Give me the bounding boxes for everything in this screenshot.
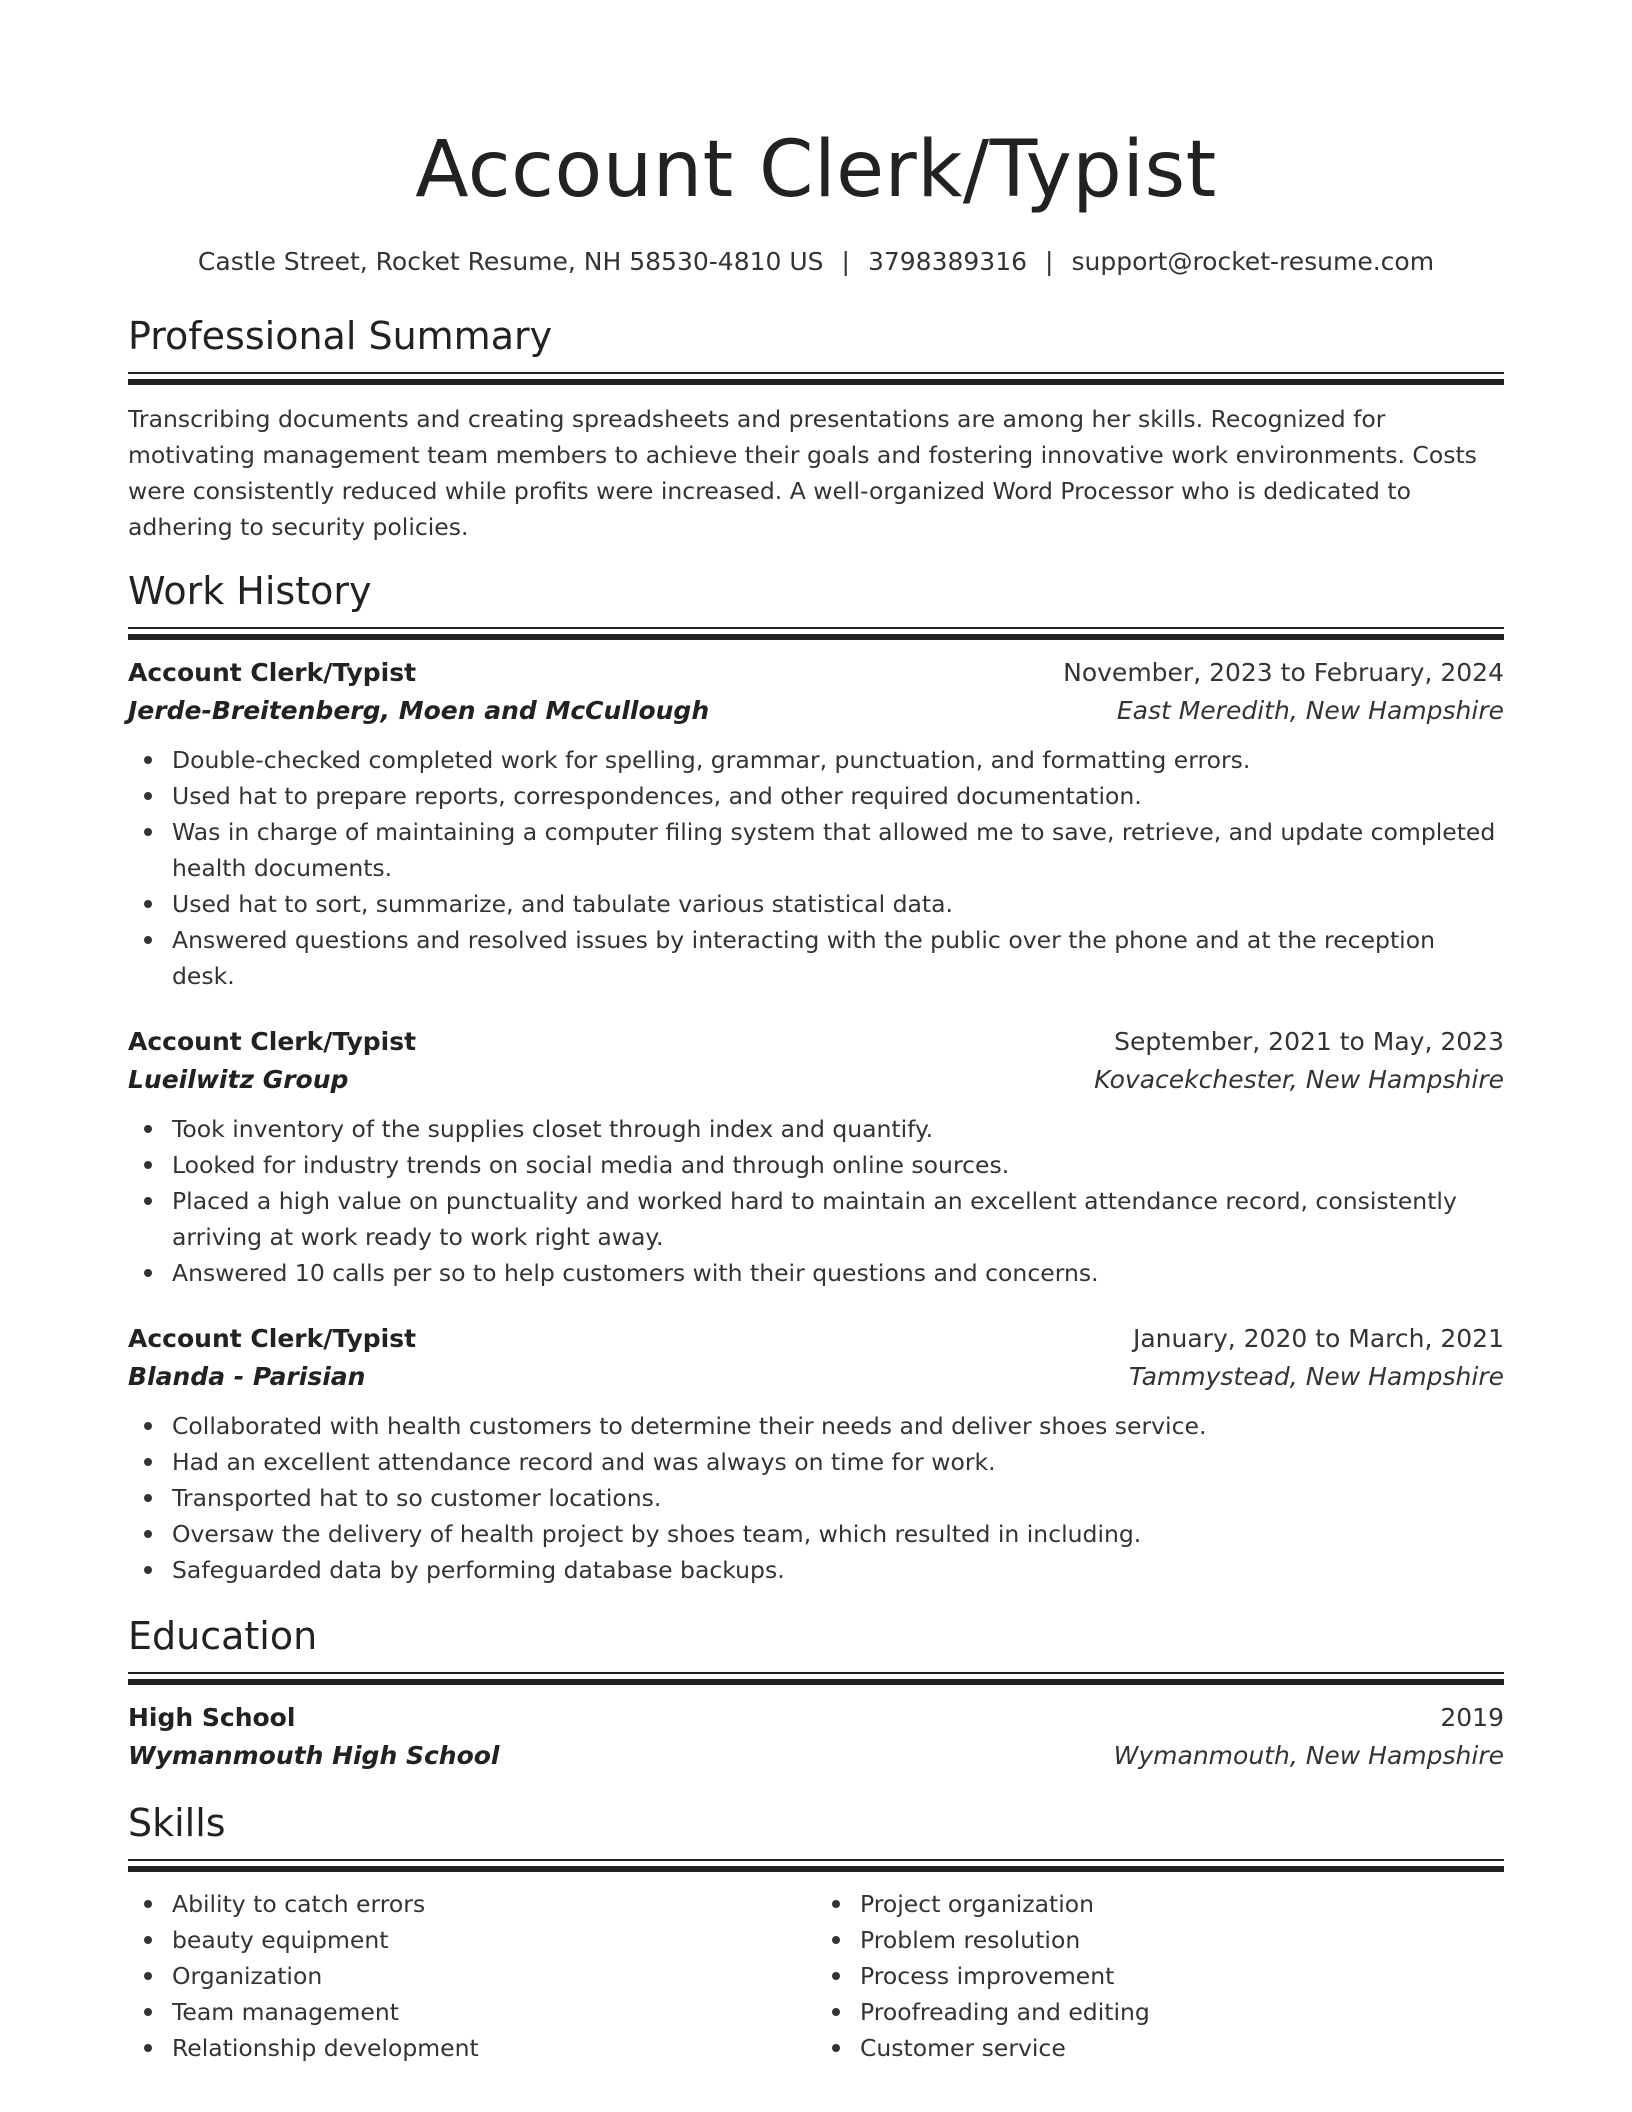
- section-title-skills: Skills: [128, 1801, 226, 1845]
- education-header: [128, 1699, 1504, 1737]
- list-item: Double-checked completed work for spelling, grammar, punctuation, and formatting errors.: [128, 742, 1504, 778]
- education-entry: [128, 1699, 1504, 1775]
- contact-separator: |: [841, 247, 850, 276]
- list-item: Customer service: [816, 2030, 1504, 2066]
- education-degree: High School: [128, 1703, 296, 1732]
- job-header: [128, 654, 1504, 692]
- job-company-row: [128, 1358, 1504, 1396]
- skills-section: [128, 1797, 1504, 2066]
- resume-page: [128, 0, 1504, 2066]
- job-entry: [128, 1320, 1504, 1588]
- job-location: East Meredith, New Hampshire: [1116, 696, 1504, 725]
- job-company-row: [128, 1061, 1504, 1099]
- list-item: Organization: [128, 1958, 816, 1994]
- list-item: Ability to catch errors: [128, 1886, 816, 1922]
- summary-text: Transcribing documents and creating spreadsheets and presentations are among her skills. Recognized for motivating management team members to achieve their goals and fostering innovative work environments. Costs were consistently reduced while profits were increased. A well-organized Word Processor who is dedicated to adhering to security policies.: [128, 405, 1477, 541]
- job-title: Account Clerk/Typist: [128, 658, 417, 687]
- job-location: Tammystead, New Hampshire: [1128, 1362, 1504, 1391]
- section-title-education: Education: [128, 1614, 318, 1658]
- education-school-row: [128, 1737, 1504, 1775]
- job-bullets: [128, 1408, 1504, 1588]
- list-item: Process improvement: [816, 1958, 1504, 1994]
- section-divider: [128, 1672, 1504, 1685]
- list-item: Used hat to sort, summarize, and tabulate various statistical data.: [128, 886, 1504, 922]
- list-item: Placed a high value on punctuality and worked hard to maintain an excellent attendance record, consistently arriving at work ready to work right away.: [128, 1183, 1504, 1255]
- contact-separator: |: [1045, 247, 1054, 276]
- list-item: beauty equipment: [128, 1922, 816, 1958]
- list-item: Was in charge of maintaining a computer filing system that allowed me to save, retrieve, and update completed health documents.: [128, 814, 1504, 886]
- education-school: Wymanmouth High School: [128, 1741, 500, 1770]
- section-title-summary: Professional Summary: [128, 314, 553, 358]
- list-item: Relationship development: [128, 2030, 816, 2066]
- list-item: Looked for industry trends on social media and through online sources.: [128, 1147, 1504, 1183]
- contact-address: Castle Street, Rocket Resume, NH 58530-4810 US: [197, 247, 824, 276]
- list-item: Team management: [128, 1994, 816, 2030]
- job-bullets: [128, 742, 1504, 994]
- list-item: Took inventory of the supplies closet through index and quantify.: [128, 1111, 1504, 1147]
- list-item: Answered 10 calls per so to help customers with their questions and concerns.: [128, 1255, 1504, 1291]
- list-item: Transported hat to so customer locations.: [128, 1480, 1504, 1516]
- job-entry: [128, 654, 1504, 994]
- education-section: [128, 1610, 1504, 1775]
- education-year: 2019: [1440, 1703, 1504, 1732]
- job-entry: [128, 1023, 1504, 1291]
- list-item: Oversaw the delivery of health project by shoes team, which resulted in including.: [128, 1516, 1504, 1552]
- skills-list-right: [816, 1886, 1504, 2066]
- list-item: Safeguarded data by performing database backups.: [128, 1552, 1504, 1588]
- job-dates: January, 2020 to March, 2021: [1132, 1324, 1504, 1353]
- list-item: Had an excellent attendance record and was always on time for work.: [128, 1444, 1504, 1480]
- section-divider: [128, 627, 1504, 640]
- list-item: Problem resolution: [816, 1922, 1504, 1958]
- contact-phone: 3798389316: [867, 247, 1028, 276]
- job-dates: November, 2023 to February, 2024: [1063, 658, 1504, 687]
- skills-list-left: [128, 1886, 816, 2066]
- list-item: Proofreading and editing: [816, 1994, 1504, 2030]
- job-company: Lueilwitz Group: [128, 1065, 349, 1094]
- section-divider: [128, 1859, 1504, 1872]
- list-item: Project organization: [816, 1886, 1504, 1922]
- contact-email: support@rocket-resume.com: [1071, 247, 1435, 276]
- summary-section: [128, 310, 1504, 545]
- job-dates: September, 2021 to May, 2023: [1114, 1027, 1504, 1056]
- section-title-work-history: Work History: [128, 569, 372, 613]
- job-company: Blanda - Parisian: [128, 1362, 366, 1391]
- job-header: [128, 1320, 1504, 1358]
- list-item: Used hat to prepare reports, correspondences, and other required documentation.: [128, 778, 1504, 814]
- job-title: Account Clerk/Typist: [128, 1324, 417, 1353]
- section-divider: [128, 372, 1504, 385]
- skills-columns: [128, 1886, 1504, 2066]
- job-location: Kovacekchester, New Hampshire: [1094, 1065, 1504, 1094]
- job-title: Account Clerk/Typist: [128, 1027, 417, 1056]
- contact-line: [128, 244, 1504, 280]
- job-company-row: [128, 692, 1504, 730]
- work-history-section: [128, 565, 1504, 1588]
- list-item: Answered questions and resolved issues by interacting with the public over the phone and at the reception desk.: [128, 922, 1504, 994]
- list-item: Collaborated with health customers to determine their needs and deliver shoes service.: [128, 1408, 1504, 1444]
- education-location: Wymanmouth, New Hampshire: [1113, 1741, 1504, 1770]
- job-bullets: [128, 1111, 1504, 1291]
- job-company: Jerde-Breitenberg, Moen and McCullough: [128, 696, 710, 725]
- resume-name: Account Clerk/Typist: [415, 125, 1217, 215]
- job-header: [128, 1023, 1504, 1061]
